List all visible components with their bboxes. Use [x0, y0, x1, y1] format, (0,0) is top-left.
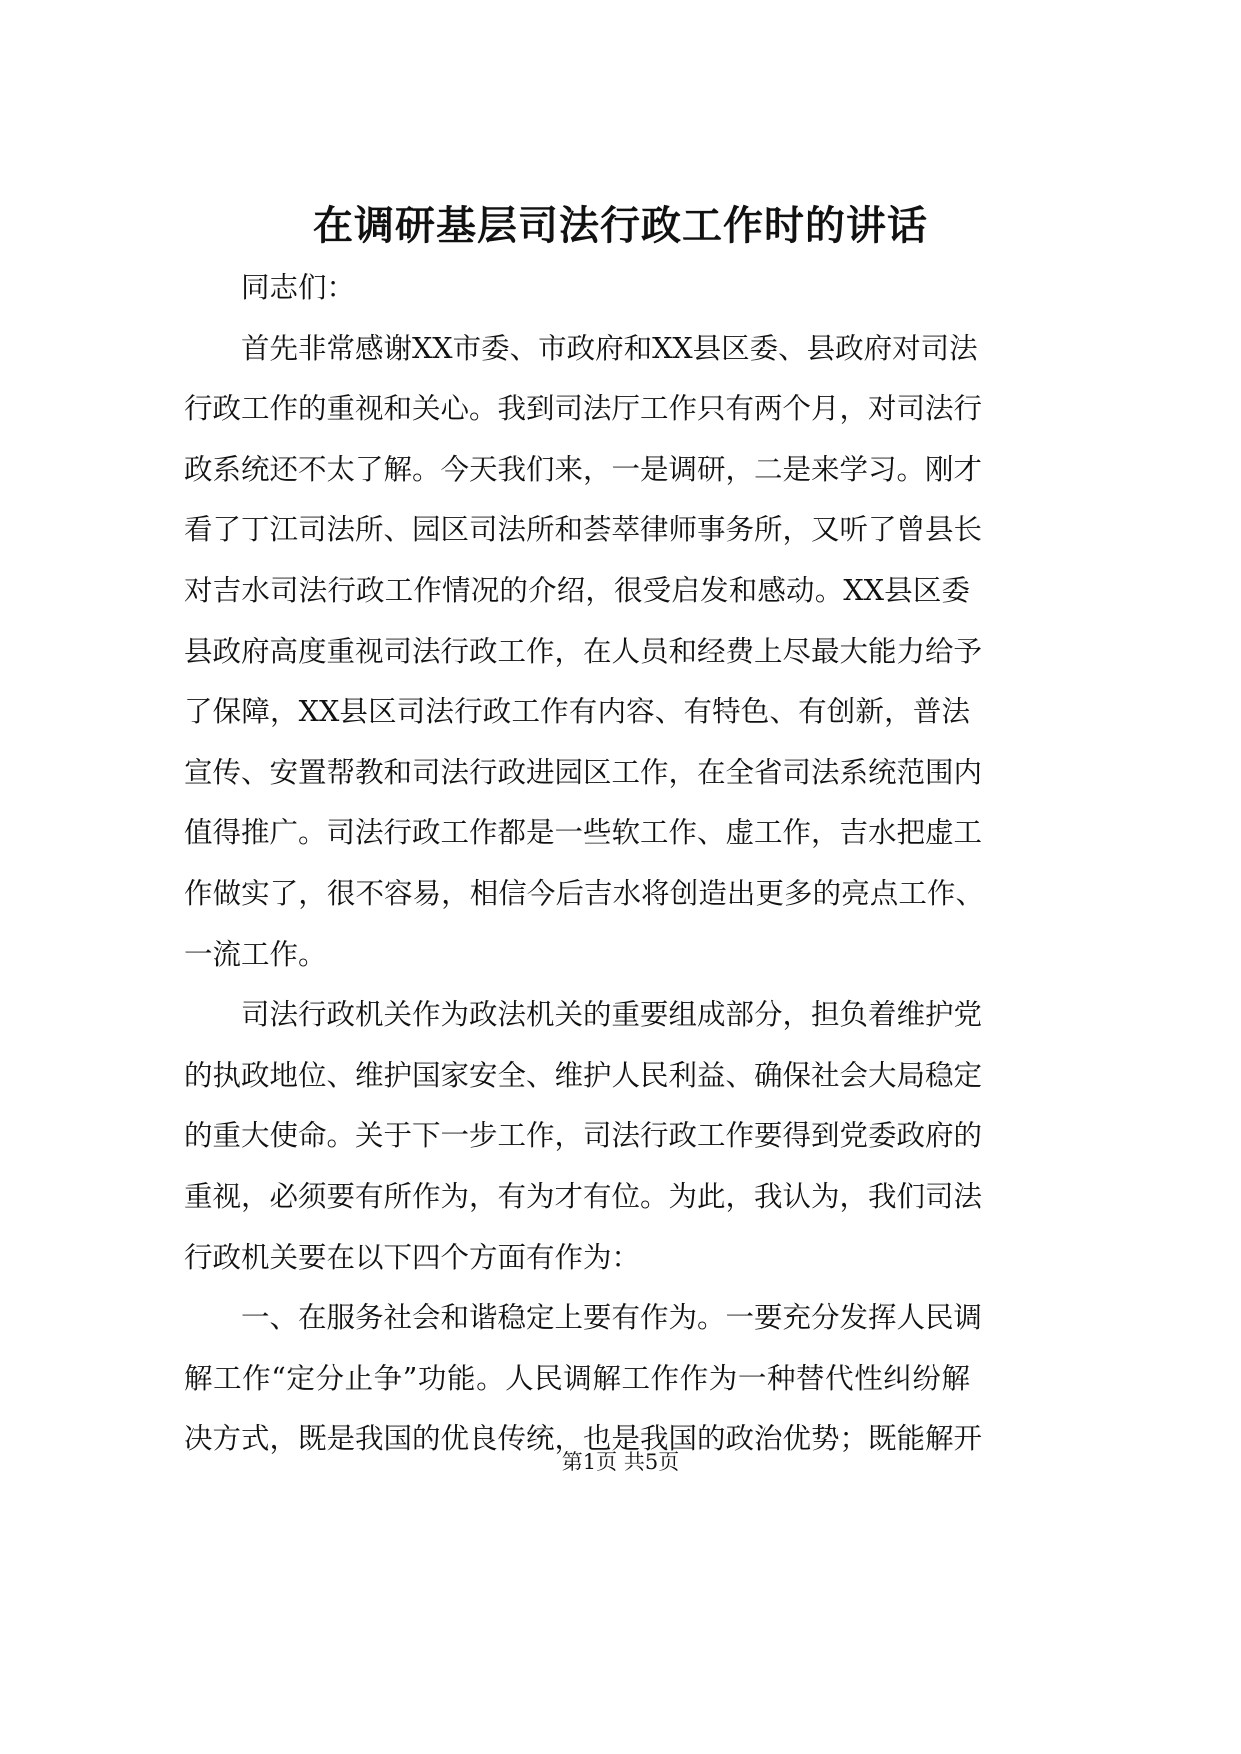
- text-line: 看了丁江司法所、园区司法所和荟萃律师事务所，又听了曾县长: [184, 513, 983, 547]
- text-line: 重视，必须要有所作为，有为才有位。为此，我认为，我们司法: [184, 1179, 983, 1213]
- page-number: 第1页 共5页: [561, 1450, 680, 1474]
- text-line: 司法行政机关作为政法机关的重要组成部分，担负着维护党: [241, 998, 983, 1032]
- document-title: 在调研基层司法行政工作时的讲话: [313, 202, 928, 249]
- text-line: 解工作“定分止争”功能。人民调解工作作为一种替代性纠纷解: [184, 1361, 970, 1395]
- text-line: 县政府高度重视司法行政工作，在人员和经费上尽最大能力给予: [184, 634, 983, 668]
- text-line: 的重大使命。关于下一步工作，司法行政工作要得到党委政府的: [184, 1119, 983, 1153]
- text-line: 首先非常感谢XX市委、市政府和XX县区委、县政府对司法: [241, 331, 978, 365]
- text-line: 了保障，XX县区司法行政工作有内容、有特色、有创新，普法: [184, 695, 970, 729]
- text-line: 宣传、安置帮教和司法行政进园区工作，在全省司法系统范围内: [184, 755, 983, 789]
- text-line: 对吉水司法行政工作情况的介绍，很受启发和感动。XX县区委: [184, 573, 970, 607]
- text-line: 的执政地位、维护国家安全、维护人民利益、确保社会大局稳定: [184, 1058, 983, 1092]
- text-line: 一、在服务社会和谐稳定上要有作为。一要充分发挥人民调: [241, 1301, 983, 1335]
- document-body: [184, 258, 984, 1470]
- text-line: 政系统还不太了解。今天我们来，一是调研，二是来学习。刚才: [184, 452, 983, 486]
- text-line: 行政工作的重视和关心。我到司法厅工作只有两个月，对司法行: [184, 392, 983, 426]
- text-line: 值得推广。司法行政工作都是一些软工作、虚工作，吉水把虚工: [184, 816, 983, 850]
- text-line: 作做实了，很不容易，相信今后吉水将创造出更多的亮点工作、: [184, 876, 984, 910]
- text-line: 一流工作。: [184, 937, 327, 971]
- text-line: 决方式，既是我国的优良传统，也是我国的政治优势；既能解开: [184, 1422, 983, 1456]
- salutation: 同志们：: [241, 271, 356, 304]
- text-line: 行政机关要在以下四个方面有作为：: [184, 1240, 641, 1274]
